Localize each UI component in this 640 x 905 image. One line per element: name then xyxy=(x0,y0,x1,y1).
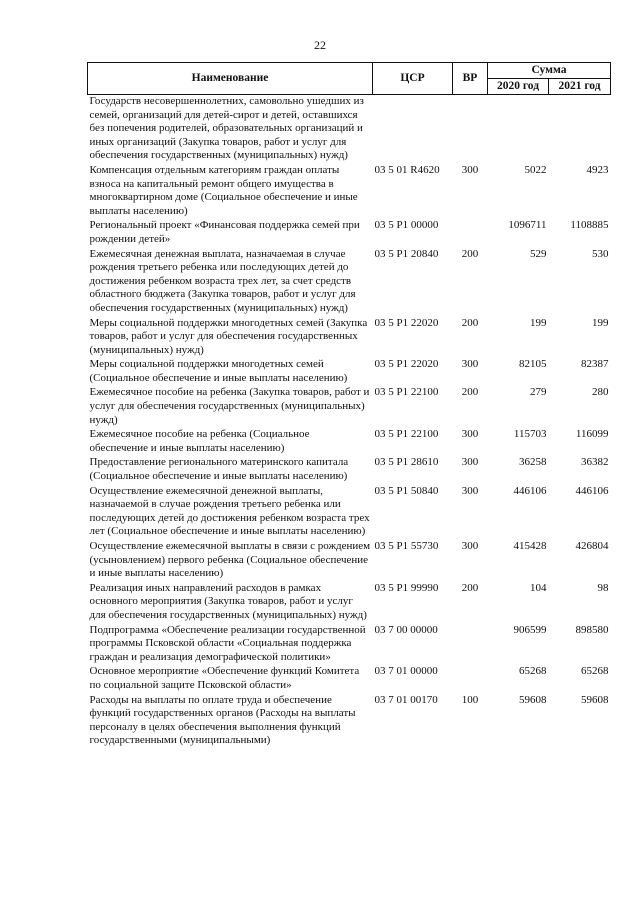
row-sum-2020: 529 xyxy=(530,247,547,260)
row-vr: 200 xyxy=(461,247,479,260)
row-name: Меры социальной поддержки многодетных семей (Закупка товаров, работ и услуг для обеспечения государственных (муниципальных) нужд) xyxy=(89,316,368,356)
row-vr: 100 xyxy=(461,693,479,706)
row-csr: 03 5 P1 22100 xyxy=(374,428,439,441)
table-row xyxy=(88,456,611,484)
table-body xyxy=(88,95,611,749)
row-vr: 200 xyxy=(461,316,479,329)
row-name: Реализация иных направлений расходов в рамках основного мероприятия (Закупка товаров, работ и услуг для обеспечения государственных (муниципальных) нужд) xyxy=(89,581,367,621)
row-sum-2020: 5022 xyxy=(524,163,547,176)
row-name: Осуществление ежемесячной выплаты в связи с рождением (усыновлением) первого ребенка (Социальное обеспечение и иные выплаты населению) xyxy=(89,540,371,580)
row-vr: 300 xyxy=(461,484,479,497)
row-sum-2021: 1108885 xyxy=(570,219,609,232)
row-csr xyxy=(373,95,453,164)
row-vr xyxy=(453,665,488,693)
table-row xyxy=(88,386,611,428)
table-row xyxy=(88,248,611,317)
row-sum-2021: 82387 xyxy=(581,358,609,371)
header-name: Наименование xyxy=(88,63,373,95)
table-row xyxy=(88,164,611,219)
row-name: Государств несовершеннолетних, самовольно ушедших из семей, организаций для детей-сирот и детей, оставшихся без попечения родителей, образовательных организаций и иных организаций (Закупка товаров, работ и услуг для обеспечения государственных (муниципальных) нужд) xyxy=(89,95,364,162)
row-name: Ежемесячное пособие на ребенка (Социальное обеспечение и иные выплаты населению) xyxy=(89,428,310,454)
row-sum-2021: 199 xyxy=(592,316,609,329)
row-vr: 300 xyxy=(461,540,479,552)
row-sum-2021: 98 xyxy=(597,581,609,594)
row-name: Компенсация отдельным категориям граждан оплаты взноса на капитальный ремонт общего имущества в многоквартирном доме (Социальное обеспечение и иные выплаты населению) xyxy=(89,163,358,217)
row-csr: 03 7 01 00000 xyxy=(374,665,438,678)
row-vr xyxy=(453,219,488,247)
row-name: Ежемесячная денежная выплата, назначаемая в случае рождения третьего ребенка или последующих детей до достижения ребенком возраста трех лет, за счет средств областного бюджета (Закупка товаров, работ и услуг для обеспечения государственных (муниципальных) нужд) xyxy=(89,247,356,314)
budget-table xyxy=(87,62,611,749)
row-vr: 300 xyxy=(461,163,479,176)
row-sum-2020: 446106 xyxy=(513,484,547,497)
row-csr: 03 5 P1 99990 xyxy=(374,581,439,594)
row-sum-2021: 65268 xyxy=(581,665,609,678)
row-vr: 300 xyxy=(461,428,479,441)
row-sum-2021: 36382 xyxy=(581,456,609,469)
table-row xyxy=(88,624,611,666)
row-name: Предоставление регионального материнского капитала (Социальное обеспечение и иные выплаты населению) xyxy=(89,456,349,483)
row-vr: 200 xyxy=(461,386,479,399)
row-name: Расходы на выплаты по оплате труда и обеспечение функций государственных органов (Расходы на выплаты персоналу в целях обеспечения выполнения функций государственными (муниципальными) xyxy=(89,693,356,747)
row-sum-2021: 4923 xyxy=(586,163,609,176)
row-csr: 03 5 P1 28610 xyxy=(374,456,439,469)
row-vr: 300 xyxy=(461,456,479,469)
table-row xyxy=(88,219,611,247)
row-csr: 03 5 P1 22020 xyxy=(374,358,439,371)
row-sum-2020: 415428 xyxy=(513,540,547,552)
table-row xyxy=(88,428,611,456)
header-year-2020: 2020 год xyxy=(488,79,549,95)
row-vr: 300 xyxy=(461,358,479,371)
row-sum-2021: 446106 xyxy=(575,484,609,497)
table-row xyxy=(88,665,611,693)
row-sum-2020: 82105 xyxy=(519,358,547,371)
row-sum-2020: 906599 xyxy=(513,623,547,636)
table-row xyxy=(88,358,611,386)
header-year-2021: 2021 год xyxy=(549,79,611,95)
row-sum-2021: 116099 xyxy=(575,428,609,441)
row-sum-2021: 530 xyxy=(592,247,609,260)
row-vr xyxy=(453,624,488,666)
row-name: Меры социальной поддержки многодетных семей (Социальное обеспечение и иные выплаты населению) xyxy=(89,358,348,384)
row-name: Подпрограмма «Обеспечение реализации государственной программы Псковской области «Социальная поддержка граждан и реализация демографической политики» xyxy=(89,623,366,663)
row-csr: 03 5 P1 55730 xyxy=(374,540,439,552)
row-sum-2020 xyxy=(488,95,549,164)
row-sum-2020: 36258 xyxy=(519,456,547,469)
row-csr: 03 5 P1 22100 xyxy=(374,386,439,399)
row-csr: 03 5 P1 20840 xyxy=(374,247,439,260)
table-row xyxy=(88,540,611,582)
header-vr: ВР xyxy=(453,63,488,95)
row-sum-2020: 59608 xyxy=(519,693,547,706)
header-sum: Сумма xyxy=(488,63,611,79)
table-row xyxy=(88,485,611,540)
row-sum-2020: 1096711 xyxy=(508,219,547,232)
row-sum-2020: 115703 xyxy=(513,428,547,441)
table-row xyxy=(88,582,611,624)
row-csr: 03 7 01 00170 xyxy=(374,693,438,706)
row-name: Осуществление ежемесячной денежной выплаты, назначаемой в случае рождения третьего ребенка или последующих детей до достижения ребенком возраста трех лет (Социальное обеспечение и иные выплаты населению) xyxy=(89,484,370,538)
row-csr: 03 5 P1 22020 xyxy=(374,316,439,329)
row-vr xyxy=(453,95,488,164)
row-sum-2021 xyxy=(549,95,611,164)
table-row xyxy=(88,95,611,164)
row-name: Региональный проект «Финансовая поддержка семей при рождении детей» xyxy=(89,219,360,245)
table-row xyxy=(88,317,611,359)
row-sum-2021: 280 xyxy=(592,386,609,399)
row-sum-2020: 104 xyxy=(530,581,547,594)
row-sum-2021: 898580 xyxy=(575,623,609,636)
row-name: Основное мероприятие «Обеспечение функций Комитета по социальной защите Псковской области» xyxy=(89,665,360,691)
row-name: Ежемесячное пособие на ребенка (Закупка товаров, работ и услуг для обеспечения государственных (муниципальных) нужд) xyxy=(89,386,370,426)
row-sum-2020: 279 xyxy=(530,386,547,399)
table-row xyxy=(88,694,611,749)
row-csr: 03 7 00 00000 xyxy=(374,623,438,636)
row-sum-2020: 199 xyxy=(530,316,547,329)
row-csr: 03 5 01 R4620 xyxy=(374,163,440,176)
page-number: 22 xyxy=(314,38,326,52)
header-csr: ЦСР xyxy=(373,63,453,95)
row-csr: 03 5 P1 00000 xyxy=(374,219,439,232)
row-sum-2020: 65268 xyxy=(519,665,547,678)
row-sum-2021: 59608 xyxy=(581,693,609,706)
row-csr: 03 5 P1 50840 xyxy=(374,484,439,497)
row-sum-2021: 426804 xyxy=(575,540,609,552)
row-vr: 200 xyxy=(461,581,479,594)
table-header xyxy=(88,63,611,95)
